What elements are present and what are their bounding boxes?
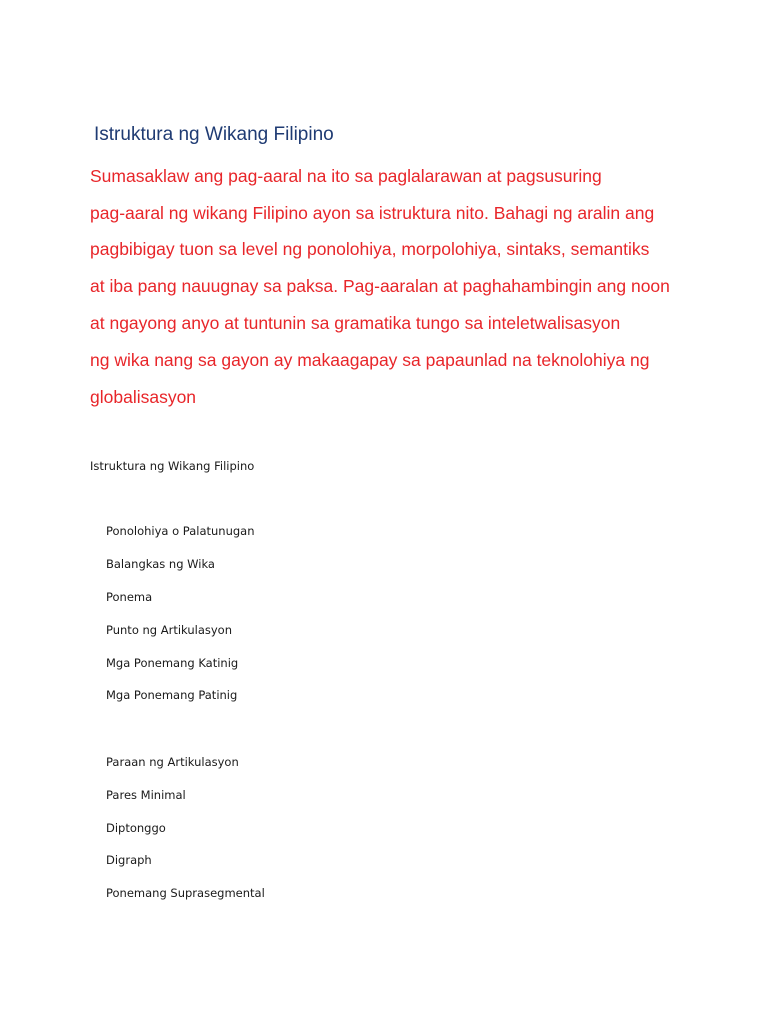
section-heading: Istruktura ng Wikang Filipino — [90, 459, 255, 473]
intro-line: globalisasyon — [90, 387, 197, 407]
page-title: Istruktura ng Wikang Filipino — [94, 124, 334, 145]
intro-line: pag-aaral ng wikang Filipino ayon sa istruktura nito. Bahagi ng aralin ang — [90, 203, 655, 223]
toc-item: Digraph — [106, 853, 152, 867]
toc-item: Ponemang Suprasegmental — [106, 886, 265, 900]
intro-line: Sumasaklaw ang pag-aaral na ito sa paglalarawan at pagsusuring — [90, 166, 602, 186]
toc-item: Punto ng Artikulasyon — [106, 623, 233, 637]
toc-item: Diptonggo — [106, 821, 166, 835]
toc-item: Mga Ponemang Katinig — [106, 656, 239, 670]
toc-item: Paraan ng Artikulasyon — [106, 755, 239, 769]
toc-item: Balangkas ng Wika — [106, 557, 215, 571]
toc-item: Mga Ponemang Patinig — [106, 688, 238, 702]
toc-item: Ponolohiya o Palatunugan — [106, 524, 255, 538]
toc-item: Pares Minimal — [106, 788, 186, 802]
toc-item: Ponema — [106, 590, 153, 604]
intro-line: pagbibigay tuon sa level ng ponolohiya, morpolohiya, sintaks, semantiks — [90, 239, 650, 259]
intro-line: ng wika nang sa gayon ay makaagapay sa papaunlad na teknolohiya ng — [90, 350, 650, 370]
intro-line: at iba pang nauugnay sa paksa. Pag-aaralan at paghahambingin ang noon — [90, 276, 670, 296]
intro-line: at ngayong anyo at tuntunin sa gramatika tungo sa inteletwalisasyon — [90, 313, 621, 333]
